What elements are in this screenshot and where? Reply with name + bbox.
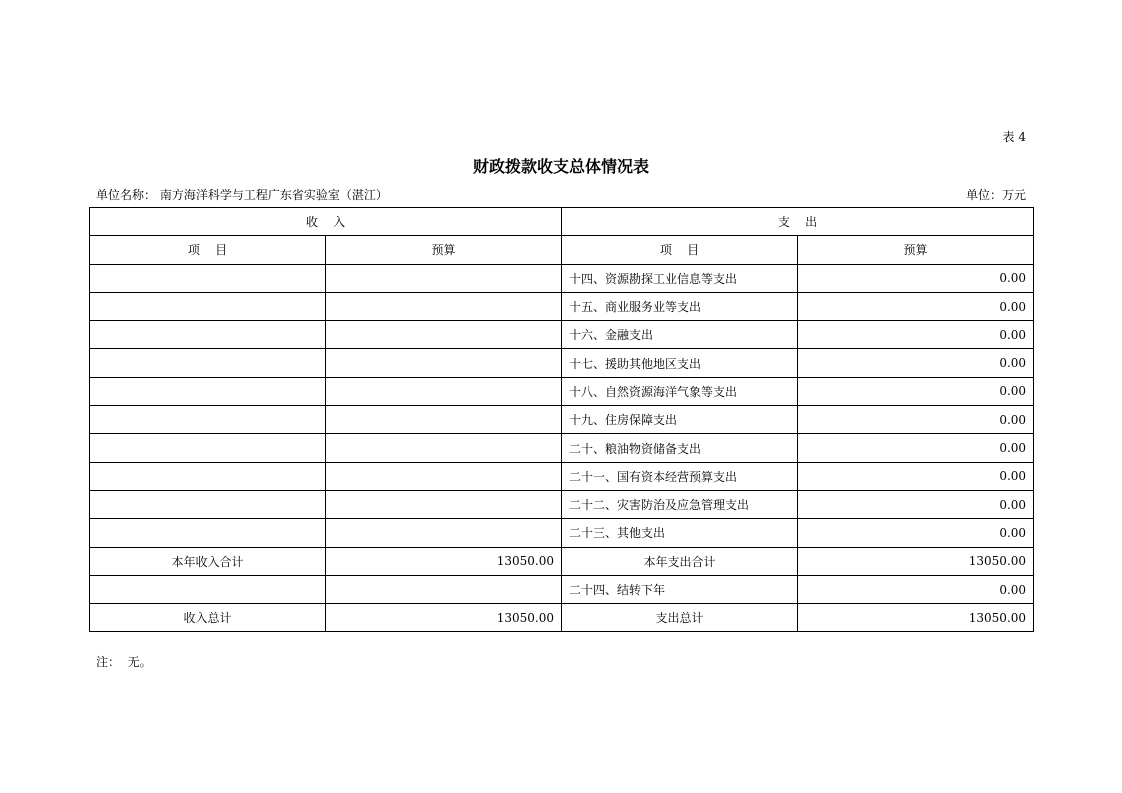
expense-item: 二十一、国有资本经营预算支出 <box>562 462 798 490</box>
income-budget <box>326 462 562 490</box>
year-income-total-label: 本年收入合计 <box>90 547 326 575</box>
table-row <box>90 490 1034 518</box>
table-row <box>90 406 1034 434</box>
expense-item: 十八、自然资源海洋气象等支出 <box>562 377 798 405</box>
income-item <box>90 462 326 490</box>
expense-item: 二十四、结转下年 <box>562 575 798 603</box>
footnote: 注： 无。 <box>96 655 152 669</box>
table-row <box>90 377 1034 405</box>
expense-budget: 0.00 <box>798 462 1034 490</box>
income-budget <box>326 349 562 377</box>
expense-budget: 0.00 <box>798 264 1034 292</box>
income-budget <box>326 519 562 547</box>
table-number: 表 4 <box>1002 130 1026 144</box>
expense-budget: 0.00 <box>798 406 1034 434</box>
income-item <box>90 519 326 547</box>
expense-budget: 0.00 <box>798 519 1034 547</box>
expense-item: 二十二、灾害防治及应急管理支出 <box>562 490 798 518</box>
income-budget <box>326 434 562 462</box>
expense-budget: 0.00 <box>798 292 1034 320</box>
income-budget <box>326 490 562 518</box>
section-header-row <box>90 208 1034 236</box>
expense-budget: 0.00 <box>798 575 1034 603</box>
expense-item: 十四、资源勘探工业信息等支出 <box>562 264 798 292</box>
currency-unit: 单位：万元 <box>965 188 1026 202</box>
income-budget <box>326 264 562 292</box>
table-row <box>90 264 1034 292</box>
table-row <box>90 519 1034 547</box>
expense-item: 二十三、其他支出 <box>562 519 798 547</box>
income-item <box>90 575 326 603</box>
expense-budget: 0.00 <box>798 434 1034 462</box>
income-item <box>90 434 326 462</box>
table-row <box>90 462 1034 490</box>
year-income-total-value: 13050.00 <box>326 547 562 575</box>
expense-grand-total-value: 13050.00 <box>798 604 1034 632</box>
income-budget <box>326 292 562 320</box>
expense-budget: 0.00 <box>798 349 1034 377</box>
income-grand-total-label: 收入总计 <box>90 604 326 632</box>
expense-item: 十五、商业服务业等支出 <box>562 292 798 320</box>
page-title: 财政拨款收支总体情况表 <box>472 157 649 176</box>
income-budget-header: 预算 <box>326 236 562 264</box>
budget-table <box>89 207 1034 632</box>
expense-grand-total-label: 支出总计 <box>562 604 798 632</box>
expense-budget: 0.00 <box>798 377 1034 405</box>
income-item-header: 项 目 <box>90 236 326 264</box>
expense-item: 十九、住房保障支出 <box>562 406 798 434</box>
table-row <box>90 321 1034 349</box>
unit-name: 单位名称： 南方海洋科学与工程广东省实验室（湛江） <box>96 188 388 202</box>
year-expense-total-value: 13050.00 <box>798 547 1034 575</box>
grand-total-row <box>90 604 1034 632</box>
income-budget <box>326 377 562 405</box>
year-expense-total-label: 本年支出合计 <box>562 547 798 575</box>
table-row <box>90 292 1034 320</box>
income-item <box>90 406 326 434</box>
expense-header: 支 出 <box>562 208 1034 236</box>
expense-item: 二十、粮油物资储备支出 <box>562 434 798 462</box>
expense-budget-header: 预算 <box>798 236 1034 264</box>
income-grand-total-value: 13050.00 <box>326 604 562 632</box>
income-budget <box>326 575 562 603</box>
income-item <box>90 377 326 405</box>
expense-item: 十六、金融支出 <box>562 321 798 349</box>
income-item <box>90 264 326 292</box>
income-budget <box>326 321 562 349</box>
expense-item: 十七、援助其他地区支出 <box>562 349 798 377</box>
expense-item-header: 项 目 <box>562 236 798 264</box>
table-row <box>90 434 1034 462</box>
column-header-row <box>90 236 1034 264</box>
year-total-row <box>90 547 1034 575</box>
income-budget <box>326 406 562 434</box>
carryover-row <box>90 575 1034 603</box>
income-item <box>90 292 326 320</box>
income-item <box>90 349 326 377</box>
table-row <box>90 349 1034 377</box>
income-item <box>90 490 326 518</box>
income-item <box>90 321 326 349</box>
income-header: 收 入 <box>90 208 562 236</box>
expense-budget: 0.00 <box>798 321 1034 349</box>
expense-budget: 0.00 <box>798 490 1034 518</box>
